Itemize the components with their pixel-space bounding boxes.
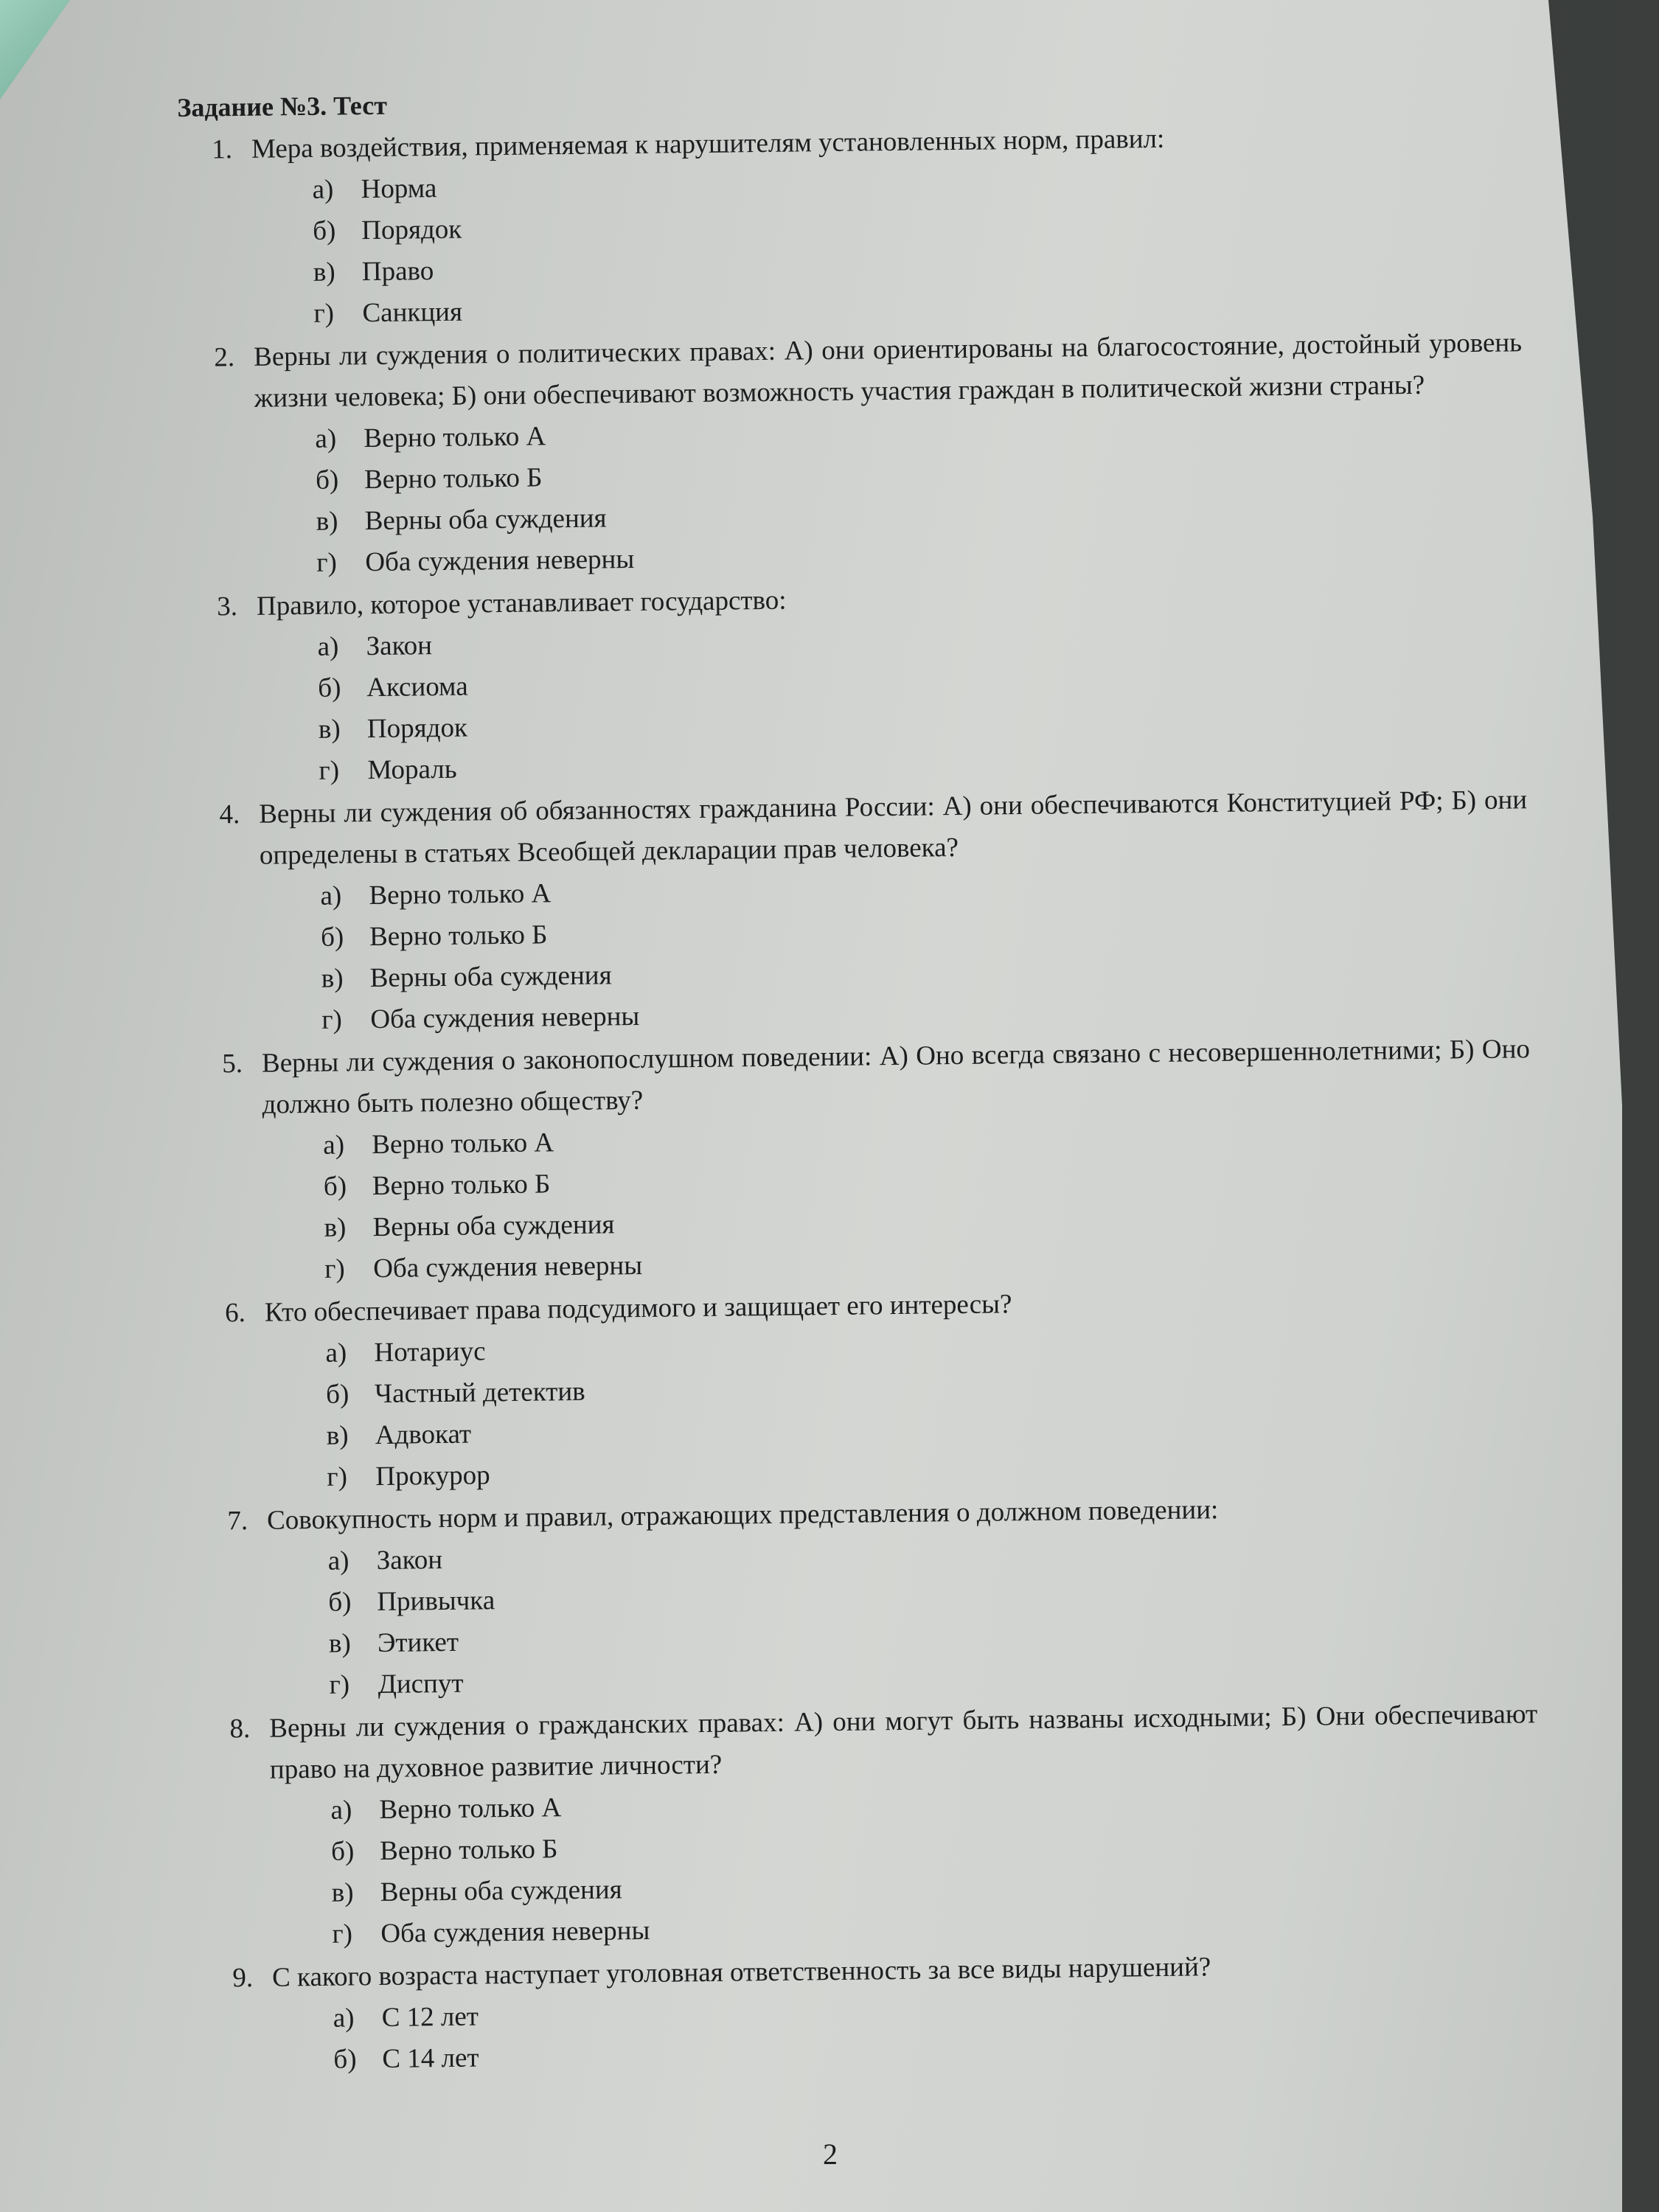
question-block — [198, 1943, 1542, 2082]
option-letter: г) — [324, 1253, 345, 1284]
option-text: Санкция — [362, 296, 463, 329]
option-letter: г) — [319, 755, 340, 786]
option-letter: а) — [327, 1545, 349, 1576]
question-block — [185, 779, 1530, 1043]
option-text: Аксиома — [366, 671, 468, 703]
option-letter: б) — [330, 1836, 355, 1867]
question-row — [185, 779, 1528, 877]
option-letter: а) — [330, 1795, 352, 1826]
option-text: Оба суждения неверны — [365, 544, 635, 578]
option-letter: г) — [332, 1919, 353, 1950]
option-text: Верно только А — [369, 878, 552, 911]
question-text: Кто обеспечивает права подсудимого и защищает его интересы? — [264, 1289, 1012, 1328]
option-letter: а) — [325, 1338, 347, 1368]
question-number: 4. — [219, 799, 240, 830]
option-letter: в) — [331, 1877, 354, 1908]
option-list — [330, 1776, 1540, 1955]
question-text: Правило, которое устанавливает государство: — [256, 585, 787, 622]
option-list — [320, 862, 1529, 1041]
option-text: Диспут — [378, 1668, 464, 1700]
question-block — [178, 114, 1522, 336]
option-text: Привычка — [377, 1585, 495, 1618]
option-text: Верно только А — [364, 421, 546, 454]
option-letter: б) — [328, 1587, 352, 1618]
option-text: Верны оба суждения — [369, 960, 612, 994]
option-letter: в) — [318, 714, 341, 745]
option-letter: в) — [324, 1212, 347, 1243]
option-text: Этикет — [377, 1627, 459, 1659]
option-text: С 12 лет — [381, 2001, 479, 2034]
option-letter: г) — [321, 1004, 343, 1035]
question-text: Мера воздействия, применяемая к нарушителям установленных норм, правил: — [251, 123, 1165, 164]
option-letter: в) — [321, 963, 344, 994]
option-text: Право — [361, 256, 434, 288]
option-letter: б) — [325, 1379, 349, 1410]
option-letter: г) — [329, 1669, 350, 1700]
question-text: Совокупность норм и правил, отражающих представления о должном поведении: — [266, 1495, 1219, 1536]
option-letter: а) — [333, 2003, 355, 2034]
question-block — [183, 571, 1527, 793]
option-letter: г) — [316, 547, 338, 578]
option-letter: а) — [317, 631, 339, 662]
question-row — [188, 1029, 1531, 1127]
question-text: Верны ли суждения о политических правах: А) они ориентированы на благосостояние, достойный уровень жизни человека; Б) они обеспечивают возможность участия граждан в политической жизни страны? — [253, 327, 1523, 414]
option-text: Верны оба суждения — [364, 503, 607, 537]
option-letter: б) — [320, 922, 344, 953]
option-list — [315, 405, 1524, 584]
question-list — [178, 114, 1542, 2081]
option-list — [325, 1319, 1534, 1498]
option-text: Нотариус — [374, 1336, 486, 1368]
question-text: Верны ли суждения о законопослушном поведении: А) Оно всегда связано с несовершеннолетними; Б) Оно должно быть полезно обществу? — [261, 1034, 1531, 1120]
test-content — [177, 72, 1542, 2081]
option-letter: в) — [313, 257, 335, 288]
option-letter: г) — [313, 298, 335, 329]
option-letter: б) — [315, 465, 339, 495]
option-text: Верны оба суждения — [380, 1874, 622, 1908]
option-text: Частный детектив — [374, 1376, 585, 1410]
option-list — [323, 1111, 1532, 1290]
option-letter: а) — [320, 880, 342, 911]
option-letter: б) — [323, 1171, 347, 1202]
option-text: Мораль — [367, 754, 457, 786]
question-text: Верны ли суждения об обязанностях гражданина России: А) они обеспечиваются Конституцией РФ; Б) они определены в статьях Всеобщей декларации прав человека? — [258, 785, 1528, 871]
option-text: Верно только Б — [379, 1834, 558, 1867]
option-letter: а) — [315, 423, 337, 454]
option-letter: б) — [318, 672, 341, 703]
page-number: 2 — [823, 2138, 838, 2171]
question-block — [191, 1278, 1535, 1500]
option-text: Порядок — [361, 214, 462, 246]
question-number: 1. — [211, 134, 233, 165]
question-number: 8. — [229, 1714, 251, 1745]
option-text: Верно только Б — [369, 919, 548, 953]
option-text: Адвокат — [375, 1419, 472, 1451]
option-text: Оба суждения неверны — [380, 1915, 650, 1950]
question-number: 3. — [217, 591, 238, 622]
question-number: 6. — [224, 1298, 246, 1329]
option-letter: б) — [333, 2044, 357, 2075]
question-text: Верны ли суждения о гражданских правах: А) они могут быть названы исходными; Б) Они обеспечивают право на духовное развитие личности? — [269, 1699, 1538, 1785]
option-text: Верно только А — [379, 1792, 562, 1826]
option-text: Закон — [366, 630, 433, 662]
option-letter: а) — [323, 1130, 345, 1161]
option-list — [333, 1984, 1541, 2081]
option-text: Прокурор — [375, 1460, 490, 1492]
option-list — [312, 156, 1521, 335]
test-heading: Задание №3. Тест — [177, 90, 388, 122]
option-text: Порядок — [366, 712, 468, 745]
question-number: 2. — [214, 342, 235, 373]
option-letter: в) — [326, 1420, 349, 1451]
option-text: С 14 лет — [382, 2042, 479, 2075]
option-letter: г) — [327, 1461, 348, 1492]
option-text: Закон — [376, 1545, 443, 1576]
question-text: С какого возраста наступает уголовная ответственность за все виды нарушений? — [271, 1952, 1211, 1993]
option-letter: в) — [316, 506, 338, 537]
question-row — [180, 322, 1523, 420]
question-block — [180, 322, 1525, 585]
question-block — [188, 1029, 1533, 1292]
option-text: Оба суждения неверны — [370, 1001, 640, 1035]
option-text: Верно только А — [372, 1127, 554, 1161]
question-row — [195, 1694, 1538, 1792]
option-text: Верно только Б — [372, 1169, 551, 1202]
option-letter: б) — [312, 215, 336, 246]
question-number: 7. — [227, 1506, 248, 1537]
option-list — [327, 1527, 1537, 1706]
option-text: Верны оба суждения — [372, 1209, 615, 1243]
question-block — [193, 1486, 1537, 1708]
option-text: Норма — [361, 173, 437, 205]
option-list — [317, 613, 1526, 792]
option-letter: а) — [312, 174, 334, 205]
question-block — [195, 1694, 1540, 1957]
question-number: 9. — [232, 1962, 254, 1994]
question-number: 5. — [222, 1048, 243, 1079]
option-text: Оба суждения неверны — [372, 1250, 643, 1284]
option-letter: в) — [328, 1628, 351, 1659]
option-text: Верно только Б — [364, 462, 543, 495]
